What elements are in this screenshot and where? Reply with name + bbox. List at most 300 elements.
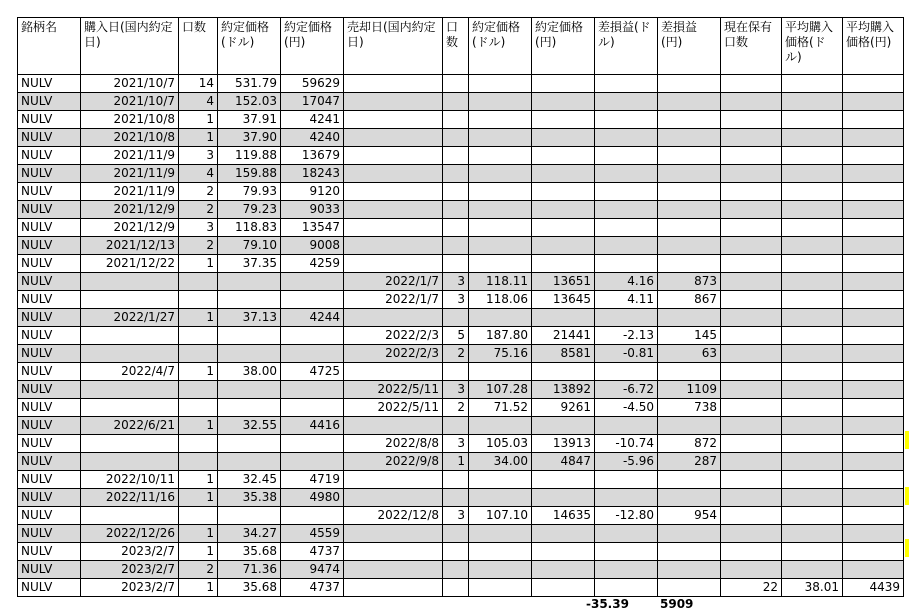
table-cell xyxy=(658,309,721,327)
table-cell xyxy=(658,525,721,543)
table-cell: 2023/2/7 xyxy=(81,561,179,579)
table-cell: 4241 xyxy=(281,111,344,129)
table-cell xyxy=(782,93,843,111)
table-cell xyxy=(782,543,843,561)
table-row xyxy=(18,147,904,165)
table-cell: 2 xyxy=(443,399,469,417)
table-cell xyxy=(595,489,658,507)
table-cell: 37.91 xyxy=(218,111,281,129)
table-cell: 35.38 xyxy=(218,489,281,507)
table-cell: 2022/8/8 xyxy=(344,435,443,453)
table-cell xyxy=(721,435,782,453)
table-cell xyxy=(782,309,843,327)
table-cell xyxy=(469,579,532,597)
table-cell: 2023/2/7 xyxy=(81,543,179,561)
table-row xyxy=(18,273,904,291)
table-cell: NULV xyxy=(18,579,81,597)
table-cell: 2023/2/7 xyxy=(81,579,179,597)
table-cell xyxy=(469,75,532,93)
table-cell xyxy=(179,453,218,471)
table-cell xyxy=(344,309,443,327)
table-cell xyxy=(469,219,532,237)
yellow-marker xyxy=(905,539,909,557)
table-cell xyxy=(721,327,782,345)
table-cell: 2 xyxy=(179,561,218,579)
table-cell: 2022/11/16 xyxy=(81,489,179,507)
table-cell: 4847 xyxy=(532,453,595,471)
table-cell xyxy=(595,219,658,237)
table-cell xyxy=(843,507,904,525)
table-cell xyxy=(344,489,443,507)
column-header: 口数 xyxy=(443,18,469,75)
table-cell: NULV xyxy=(18,273,81,291)
table-cell: NULV xyxy=(18,129,81,147)
table-cell: -6.72 xyxy=(595,381,658,399)
table-cell xyxy=(721,471,782,489)
table-cell: NULV xyxy=(18,489,81,507)
table-cell xyxy=(179,273,218,291)
table-cell xyxy=(469,111,532,129)
table-cell: 2022/4/7 xyxy=(81,363,179,381)
table-row xyxy=(18,345,904,363)
table-cell xyxy=(721,183,782,201)
table-cell: -12.80 xyxy=(595,507,658,525)
table-cell xyxy=(532,111,595,129)
table-cell xyxy=(658,237,721,255)
column-header: 差損益(円) xyxy=(658,18,721,75)
table-cell xyxy=(843,291,904,309)
table-cell: 118.06 xyxy=(469,291,532,309)
table-cell: 21441 xyxy=(532,327,595,345)
table-cell: 2021/12/9 xyxy=(81,219,179,237)
table-cell: -0.81 xyxy=(595,345,658,363)
table-cell xyxy=(443,309,469,327)
table-cell: 34.27 xyxy=(218,525,281,543)
table-cell: 118.83 xyxy=(218,219,281,237)
table-cell xyxy=(469,309,532,327)
table-cell: 37.35 xyxy=(218,255,281,273)
table-cell: 35.68 xyxy=(218,543,281,561)
table-cell xyxy=(843,255,904,273)
table-cell xyxy=(782,399,843,417)
table-cell xyxy=(595,543,658,561)
table-cell xyxy=(721,219,782,237)
table-cell: 2021/11/9 xyxy=(81,183,179,201)
column-header: 平均購入価格(ドル) xyxy=(782,18,843,75)
table-cell xyxy=(344,93,443,111)
column-header: 差損益(ドル) xyxy=(595,18,658,75)
table-cell: 1 xyxy=(179,111,218,129)
table-cell xyxy=(532,363,595,381)
table-cell: 13651 xyxy=(532,273,595,291)
table-cell xyxy=(843,237,904,255)
table-cell: -2.13 xyxy=(595,327,658,345)
table-cell xyxy=(658,489,721,507)
table-cell: 152.03 xyxy=(218,93,281,111)
table-row xyxy=(18,363,904,381)
table-cell: 35.68 xyxy=(218,579,281,597)
table-cell xyxy=(595,471,658,489)
table-cell: 3 xyxy=(179,219,218,237)
table-cell xyxy=(843,309,904,327)
table-cell: 37.90 xyxy=(218,129,281,147)
table-cell xyxy=(595,93,658,111)
table-cell xyxy=(344,237,443,255)
table-cell xyxy=(843,453,904,471)
table-cell: 2 xyxy=(179,183,218,201)
table-cell xyxy=(469,489,532,507)
table-cell: 159.88 xyxy=(218,165,281,183)
table-cell: 4244 xyxy=(281,309,344,327)
table-cell xyxy=(782,453,843,471)
table-cell xyxy=(469,93,532,111)
table-cell xyxy=(658,165,721,183)
table-cell xyxy=(782,561,843,579)
table-cell xyxy=(658,363,721,381)
table-cell xyxy=(179,381,218,399)
table-cell: 2022/1/27 xyxy=(81,309,179,327)
table-row xyxy=(18,201,904,219)
table-cell xyxy=(81,435,179,453)
table-cell xyxy=(443,201,469,219)
table-row xyxy=(18,381,904,399)
table-cell xyxy=(281,345,344,363)
table-cell xyxy=(843,165,904,183)
table-cell: 4719 xyxy=(281,471,344,489)
table-cell: 1 xyxy=(179,489,218,507)
table-cell: 37.13 xyxy=(218,309,281,327)
table-cell xyxy=(443,489,469,507)
table-cell xyxy=(218,381,281,399)
table-cell: NULV xyxy=(18,165,81,183)
table-cell: 2021/12/22 xyxy=(81,255,179,273)
table-cell xyxy=(721,93,782,111)
table-cell: NULV xyxy=(18,453,81,471)
table-row xyxy=(18,165,904,183)
table-cell: 2021/11/9 xyxy=(81,165,179,183)
table-cell xyxy=(443,129,469,147)
table-cell xyxy=(843,561,904,579)
table-cell xyxy=(721,417,782,435)
table-cell: 2 xyxy=(179,201,218,219)
table-cell: 14 xyxy=(179,75,218,93)
table-cell xyxy=(179,435,218,453)
table-cell: NULV xyxy=(18,507,81,525)
table-row xyxy=(18,219,904,237)
table-cell xyxy=(658,75,721,93)
table-cell: 2021/12/13 xyxy=(81,237,179,255)
table-cell: NULV xyxy=(18,417,81,435)
table-cell: 1 xyxy=(179,543,218,561)
table-cell xyxy=(843,183,904,201)
column-header: 現在保有口数 xyxy=(721,18,782,75)
table-cell xyxy=(532,183,595,201)
table-cell xyxy=(443,183,469,201)
table-cell xyxy=(469,129,532,147)
table-cell: NULV xyxy=(18,291,81,309)
table-cell xyxy=(218,399,281,417)
table-cell: NULV xyxy=(18,345,81,363)
table-cell xyxy=(532,219,595,237)
table-cell xyxy=(443,579,469,597)
table-row xyxy=(18,453,904,471)
table-cell xyxy=(782,147,843,165)
table-cell xyxy=(281,399,344,417)
table-cell: 107.28 xyxy=(469,381,532,399)
table-cell xyxy=(443,219,469,237)
table-cell xyxy=(721,543,782,561)
table-row xyxy=(18,111,904,129)
table-cell xyxy=(595,309,658,327)
table-cell xyxy=(344,219,443,237)
table-row xyxy=(18,561,904,579)
table-cell xyxy=(843,525,904,543)
table-cell xyxy=(344,525,443,543)
table-row xyxy=(18,327,904,345)
table-cell xyxy=(843,75,904,93)
table-cell: 3 xyxy=(179,147,218,165)
table-cell xyxy=(344,255,443,273)
table-cell: 4559 xyxy=(281,525,344,543)
table-row xyxy=(18,507,904,525)
table-cell xyxy=(843,327,904,345)
table-cell xyxy=(658,417,721,435)
table-cell xyxy=(443,471,469,489)
table-cell xyxy=(344,579,443,597)
table-row xyxy=(18,543,904,561)
table-cell xyxy=(469,201,532,219)
column-header: 銘柄名 xyxy=(18,18,81,75)
table-cell xyxy=(595,417,658,435)
table-cell xyxy=(81,327,179,345)
table-cell xyxy=(595,561,658,579)
table-cell xyxy=(469,147,532,165)
table-cell xyxy=(658,111,721,129)
table-cell: NULV xyxy=(18,237,81,255)
table-cell xyxy=(595,75,658,93)
table-cell xyxy=(843,111,904,129)
table-cell: 71.36 xyxy=(218,561,281,579)
table-cell xyxy=(344,543,443,561)
table-cell xyxy=(532,129,595,147)
table-cell xyxy=(782,327,843,345)
table-cell xyxy=(721,309,782,327)
table-cell xyxy=(843,345,904,363)
table-cell: 3 xyxy=(443,507,469,525)
table-cell xyxy=(721,363,782,381)
table-cell xyxy=(721,453,782,471)
table-cell xyxy=(658,255,721,273)
table-cell xyxy=(595,201,658,219)
table-cell: NULV xyxy=(18,561,81,579)
table-cell xyxy=(595,129,658,147)
table-cell xyxy=(218,507,281,525)
table-cell: 13913 xyxy=(532,435,595,453)
table-cell: 79.10 xyxy=(218,237,281,255)
table-cell xyxy=(179,399,218,417)
table-cell xyxy=(595,183,658,201)
table-cell xyxy=(782,273,843,291)
table-cell xyxy=(344,471,443,489)
table-cell xyxy=(344,561,443,579)
table-cell xyxy=(469,255,532,273)
table-cell: 2022/12/26 xyxy=(81,525,179,543)
table-cell xyxy=(658,219,721,237)
column-header: 約定価格(円) xyxy=(532,18,595,75)
table-cell xyxy=(532,165,595,183)
table-cell xyxy=(782,255,843,273)
table-cell: 1 xyxy=(179,309,218,327)
table-cell xyxy=(532,93,595,111)
table-cell xyxy=(532,525,595,543)
table-cell xyxy=(281,327,344,345)
table-cell: NULV xyxy=(18,147,81,165)
table-cell: 105.03 xyxy=(469,435,532,453)
table-cell xyxy=(782,129,843,147)
table-cell xyxy=(443,147,469,165)
table-cell: NULV xyxy=(18,327,81,345)
table-cell: 2021/12/9 xyxy=(81,201,179,219)
table-cell xyxy=(344,363,443,381)
table-row xyxy=(18,183,904,201)
table-cell xyxy=(843,93,904,111)
table-row xyxy=(18,435,904,453)
table-cell xyxy=(782,201,843,219)
table-cell: 2021/10/8 xyxy=(81,129,179,147)
table-cell xyxy=(218,327,281,345)
table-cell xyxy=(532,255,595,273)
table-cell: 63 xyxy=(658,345,721,363)
table-cell xyxy=(443,75,469,93)
table-cell xyxy=(721,525,782,543)
table-cell xyxy=(218,345,281,363)
table-cell: NULV xyxy=(18,201,81,219)
table-cell: NULV xyxy=(18,75,81,93)
table-cell xyxy=(469,525,532,543)
table-cell: NULV xyxy=(18,525,81,543)
table-cell xyxy=(595,525,658,543)
table-cell xyxy=(179,291,218,309)
table-cell xyxy=(344,417,443,435)
table-cell: 4737 xyxy=(281,579,344,597)
table-cell xyxy=(721,75,782,93)
table-cell xyxy=(595,579,658,597)
table-cell xyxy=(721,489,782,507)
table-cell: 4725 xyxy=(281,363,344,381)
table-cell: 118.11 xyxy=(469,273,532,291)
table-cell: 2022/1/7 xyxy=(344,273,443,291)
table-cell xyxy=(595,165,658,183)
table-row xyxy=(18,129,904,147)
table-cell xyxy=(782,525,843,543)
table-cell xyxy=(532,309,595,327)
table-cell: 38.01 xyxy=(782,579,843,597)
table-row xyxy=(18,579,904,597)
table-cell: 287 xyxy=(658,453,721,471)
table-cell: NULV xyxy=(18,471,81,489)
table-cell: -5.96 xyxy=(595,453,658,471)
table-cell xyxy=(782,381,843,399)
table-cell xyxy=(443,525,469,543)
table-cell xyxy=(81,273,179,291)
table-cell xyxy=(344,165,443,183)
table-cell xyxy=(281,507,344,525)
table-cell xyxy=(721,255,782,273)
table-cell xyxy=(782,219,843,237)
table-cell xyxy=(532,201,595,219)
table-row xyxy=(18,237,904,255)
table-cell xyxy=(469,471,532,489)
table-row xyxy=(18,489,904,507)
table-cell xyxy=(218,273,281,291)
table-cell: 4 xyxy=(179,165,218,183)
table-cell xyxy=(218,435,281,453)
table-cell xyxy=(469,183,532,201)
table-cell: 34.00 xyxy=(469,453,532,471)
table-cell xyxy=(179,327,218,345)
table-cell xyxy=(658,579,721,597)
table-cell xyxy=(843,543,904,561)
table-cell xyxy=(782,471,843,489)
table-cell: 4980 xyxy=(281,489,344,507)
table-cell xyxy=(721,111,782,129)
table-cell xyxy=(658,183,721,201)
table-cell: 1 xyxy=(179,255,218,273)
table-cell: 13547 xyxy=(281,219,344,237)
table-cell: 18243 xyxy=(281,165,344,183)
table-cell xyxy=(443,561,469,579)
table-cell: 2021/10/7 xyxy=(81,93,179,111)
table-cell xyxy=(721,291,782,309)
column-header: 平均購入価格(円) xyxy=(843,18,904,75)
table-cell: 9008 xyxy=(281,237,344,255)
table-cell xyxy=(532,471,595,489)
table-cell: 9474 xyxy=(281,561,344,579)
table-cell xyxy=(443,165,469,183)
table-cell: 3 xyxy=(443,435,469,453)
table-cell xyxy=(782,417,843,435)
table-cell xyxy=(843,273,904,291)
table-cell xyxy=(782,291,843,309)
table-cell xyxy=(782,75,843,93)
table-cell: 13679 xyxy=(281,147,344,165)
table-cell: 75.16 xyxy=(469,345,532,363)
column-header: 口数 xyxy=(179,18,218,75)
table-cell: 1 xyxy=(179,129,218,147)
table-cell xyxy=(469,543,532,561)
table-row xyxy=(18,93,904,111)
table-cell xyxy=(281,435,344,453)
table-cell xyxy=(532,147,595,165)
table-cell: 2021/11/9 xyxy=(81,147,179,165)
table-cell xyxy=(469,237,532,255)
table-cell xyxy=(843,219,904,237)
table-cell xyxy=(782,237,843,255)
table-cell: 22 xyxy=(721,579,782,597)
table-cell xyxy=(782,363,843,381)
total-diff-jpy: 5909 xyxy=(660,597,694,611)
table-cell: 2 xyxy=(443,345,469,363)
table-cell xyxy=(843,147,904,165)
table-cell xyxy=(218,291,281,309)
table-cell: 1 xyxy=(443,453,469,471)
table-cell xyxy=(532,417,595,435)
table-cell: 3 xyxy=(443,381,469,399)
table-cell xyxy=(469,561,532,579)
table-row xyxy=(18,525,904,543)
table-cell: -10.74 xyxy=(595,435,658,453)
table-cell xyxy=(281,273,344,291)
